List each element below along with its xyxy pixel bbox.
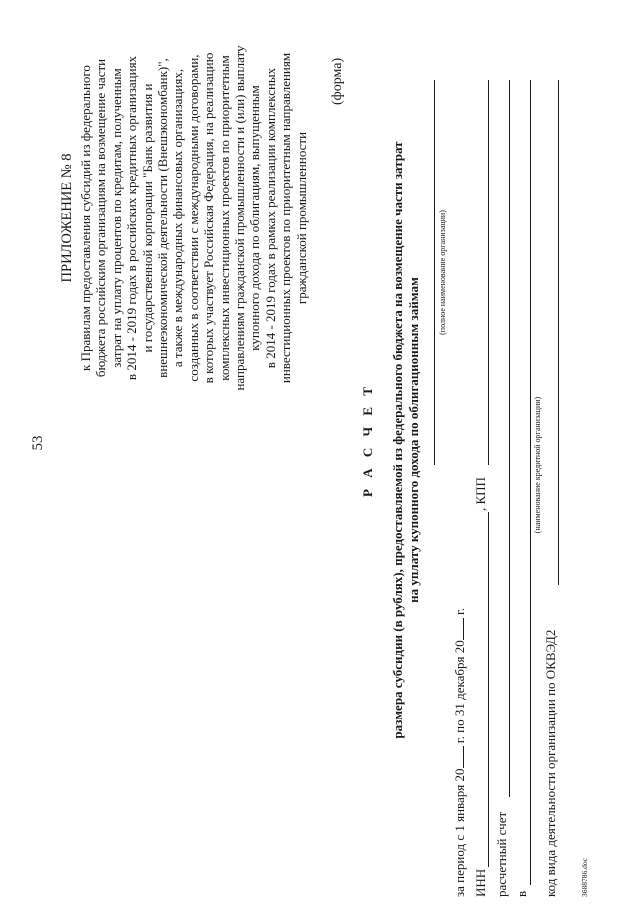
period-row — [452, 608, 468, 897]
document-file-id: 3688786.doc — [580, 858, 589, 897]
appendix-line: и государственной корпорации "Банк развития и — [139, 83, 155, 353]
appendix-line: купонного дохода по облигациям, выпущенным — [247, 85, 263, 351]
okved-label: код вида деятельности организации по ОКВЭД2 — [543, 629, 558, 897]
appendix-line: к Правилам предоставления субсидий из федерального — [78, 65, 93, 371]
document-heading — [360, 100, 421, 780]
appendix-line: в 2014 - 2019 годах в рамках реализации комплексных — [262, 67, 278, 369]
appendix-line: созданных в соответствии с международными договорами, — [185, 54, 201, 382]
appendix-line: комплексных инвестиционных проектов по приоритетным — [216, 55, 232, 381]
year-start-blank[interactable] — [463, 746, 464, 768]
form-label: (форма) — [330, 57, 345, 105]
inn-label: ИНН — [473, 868, 488, 897]
appendix-line: а также в международных финансовых организациях, — [170, 68, 186, 368]
appendix-line: бюджета российским организациям на возмещение части — [93, 58, 109, 378]
period-prefix: за период с 1 января 20 — [452, 768, 467, 897]
bank-caption: (наименование кредитной организации) — [533, 396, 542, 534]
appendix-block — [58, 3, 309, 433]
bank-label: в — [514, 890, 529, 897]
appendix-line: в 2014 - 2019 годах в российских кредитных организациях — [124, 55, 140, 381]
appendix-line: инвестиционных проектов по приоритетным направлениям — [278, 52, 294, 384]
page-number: 53 — [30, 435, 46, 451]
period-mid: г. по 31 декабря 20 — [452, 640, 467, 744]
appendix-line: затрат на уплату процентов по кредитам, полученным — [108, 68, 124, 368]
okved-field[interactable] — [558, 80, 559, 585]
heading-title: Р А С Ч Е Т — [360, 383, 375, 497]
period-suffix: г. — [452, 607, 467, 616]
appendix-title: ПРИЛОЖЕНИЕ № 8 — [59, 153, 75, 283]
year-end-blank[interactable] — [463, 618, 464, 640]
heading-line: размера субсидии (в рублях), предоставляемой из федерального бюджета на возмещение части затрат — [390, 141, 405, 739]
kpp-field[interactable] — [488, 80, 489, 465]
appendix-line: в которых участвует Российская Федерация, на реализацию — [201, 52, 217, 384]
account-label: расчетный счет — [494, 811, 509, 897]
bank-field[interactable] — [530, 80, 531, 885]
appendix-line: внешнеэкономической деятельности (Внешэкономбанк)", — [155, 58, 171, 378]
heading-line: на уплату купонного дохода по облигационным займам — [405, 277, 421, 603]
org-name-line[interactable] — [434, 80, 435, 465]
inn-field[interactable] — [488, 512, 489, 867]
kpp-label: , КПП — [473, 477, 488, 511]
org-name-caption: (полное наименование организации) — [438, 210, 447, 335]
account-field[interactable] — [509, 80, 510, 797]
appendix-line: направлениям гражданской промышленности и (или) выплату — [232, 45, 248, 391]
appendix-line: гражданской промышленности — [293, 131, 309, 305]
